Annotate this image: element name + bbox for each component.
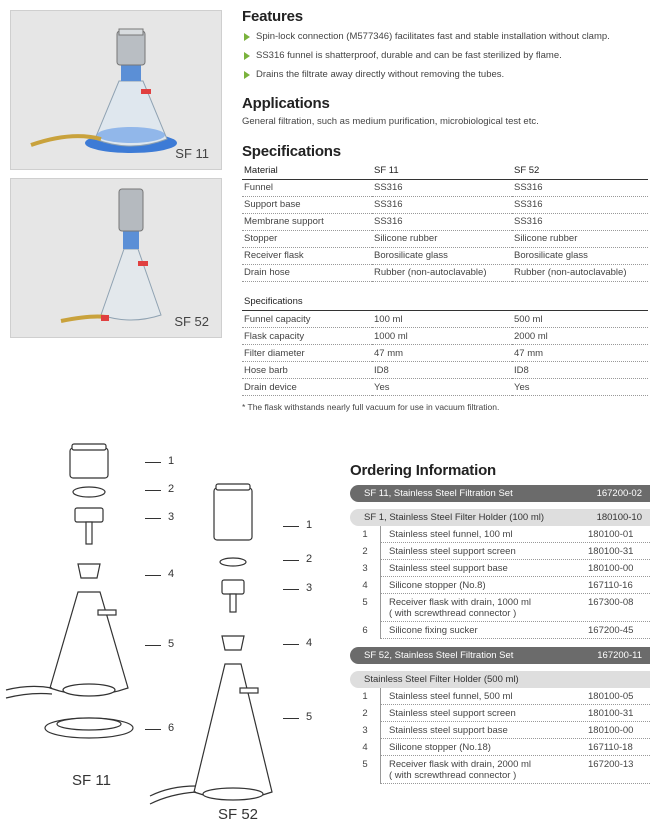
diagram-label: 3 bbox=[168, 511, 175, 523]
diagram-label: 3 bbox=[306, 582, 313, 594]
table-row: Drain device Yes Yes bbox=[242, 379, 648, 396]
sf52-screen bbox=[220, 558, 246, 566]
specifications-heading: Specifications bbox=[242, 143, 341, 160]
bullet-triangle-icon bbox=[244, 71, 250, 79]
sf52-stopper bbox=[222, 636, 244, 650]
diagram-label: 2 bbox=[306, 553, 313, 565]
diagram-label: 4 bbox=[168, 568, 175, 580]
table-row: Funnel SS316 SS316 bbox=[242, 179, 648, 196]
feature-item: SS316 funnel is shatterproof, durable and can be fast sterilized by flame. bbox=[242, 50, 650, 62]
order-row: 6 Silicone fixing sucker 167200-45 bbox=[350, 622, 650, 639]
product-photo-sf52 bbox=[10, 178, 222, 338]
diagram-label: 5 bbox=[306, 711, 313, 723]
diagram-caption-sf52: SF 52 bbox=[218, 806, 259, 823]
diagram-label: 2 bbox=[168, 483, 175, 495]
applications-text: General filtration, such as medium purification, microbiological test etc. bbox=[242, 116, 539, 127]
order-row: 1 Stainless steel funnel, 100 ml 180100-01 bbox=[350, 526, 650, 543]
exploded-diagram bbox=[0, 440, 340, 834]
table-row: Filter diameter 47 mm 47 mm bbox=[242, 345, 648, 362]
applications-heading: Applications bbox=[242, 95, 330, 112]
diagram-label: 5 bbox=[168, 638, 175, 650]
set-bar-sf11: SF 11, Stainless Steel Filtration Set 167200-02 bbox=[350, 485, 650, 502]
order-row: 1 Stainless steel funnel, 500 ml 180100-05 bbox=[350, 688, 650, 705]
order-row: 5 Receiver flask with drain, 1000 ml ( with screwthread connector ) 167300-08 bbox=[350, 594, 650, 622]
table-row: Membrane support SS316 SS316 bbox=[242, 213, 648, 230]
table-header-row: Specifications bbox=[242, 294, 648, 311]
diagram-label: 6 bbox=[168, 722, 175, 734]
info-column bbox=[242, 8, 650, 412]
product-photo-sf11 bbox=[10, 10, 222, 170]
order-row: 2 Stainless steel support screen 180100-31 bbox=[350, 705, 650, 722]
sf11-funnel bbox=[70, 448, 108, 478]
table-row: Flask capacity 1000 ml 2000 ml bbox=[242, 328, 648, 345]
table-row: Support base SS316 SS316 bbox=[242, 196, 648, 213]
order-list-sf11 bbox=[350, 526, 650, 639]
table-row: Hose barb ID8 ID8 bbox=[242, 362, 648, 379]
table-row: Drain hose Rubber (non-autoclavable) Rubber (non-autoclavable) bbox=[242, 264, 648, 281]
holder-bar-500ml: Stainless Steel Filter Holder (500 ml) bbox=[350, 671, 650, 688]
diagram-label: 4 bbox=[306, 637, 313, 649]
material-table bbox=[242, 162, 648, 282]
feature-item: Spin-lock connection (M577346) facilitates fast and stable installation without clamp. bbox=[242, 31, 650, 43]
specification-table bbox=[242, 294, 648, 397]
holder-bar-sf1: SF 1, Stainless Steel Filter Holder (100 ml) 180100-10 bbox=[350, 509, 650, 526]
vacuum-note: * The flask withstands nearly full vacuum for use in vacuum filtration. bbox=[242, 402, 500, 412]
table-row: Receiver flask Borosilicate glass Borosilicate glass bbox=[242, 247, 648, 264]
order-row: 3 Stainless steel support base 180100-00 bbox=[350, 722, 650, 739]
sf11-screen bbox=[73, 487, 105, 497]
diagram-label: 1 bbox=[306, 519, 313, 531]
ordering-heading: Ordering Information bbox=[350, 462, 497, 479]
set-bar-sf52: SF 52, Stainless Steel Filtration Set 167200-11 bbox=[350, 647, 650, 664]
bullet-triangle-icon bbox=[244, 33, 250, 41]
sf52-funnel bbox=[214, 488, 252, 540]
order-row: 2 Stainless steel support screen 180100-31 bbox=[350, 543, 650, 560]
order-row: 5 Receiver flask with drain, 2000 ml ( with screwthread connector ) 167200-13 bbox=[350, 756, 650, 784]
photo-caption: SF 52 bbox=[174, 314, 209, 329]
diagram-label: 1 bbox=[168, 455, 175, 467]
features-list bbox=[242, 31, 650, 81]
order-row: 4 Silicone stopper (No.8) 167110-16 bbox=[350, 577, 650, 594]
table-row: Funnel capacity 100 ml 500 ml bbox=[242, 311, 648, 328]
features-heading: Features bbox=[242, 8, 303, 25]
order-list-sf52 bbox=[350, 688, 650, 784]
order-row: 4 Silicone stopper (No.18) 167110-18 bbox=[350, 739, 650, 756]
bullet-triangle-icon bbox=[244, 52, 250, 60]
sf11-stopper bbox=[78, 564, 100, 578]
table-header-row: Material SF 11 SF 52 bbox=[242, 162, 648, 179]
feature-item: Drains the filtrate away directly without removing the tubes. bbox=[242, 69, 650, 81]
ordering-section bbox=[350, 462, 650, 784]
photo-caption: SF 11 bbox=[175, 146, 209, 161]
sf11-base bbox=[75, 508, 103, 522]
sf52-base bbox=[222, 580, 244, 594]
table-row: Stopper Silicone rubber Silicone rubber bbox=[242, 230, 648, 247]
sf52-flask bbox=[194, 664, 272, 799]
diagram-caption-sf11: SF 11 bbox=[72, 772, 111, 789]
order-row: 3 Stainless steel support base 180100-00 bbox=[350, 560, 650, 577]
sf11-flask bbox=[50, 592, 128, 695]
